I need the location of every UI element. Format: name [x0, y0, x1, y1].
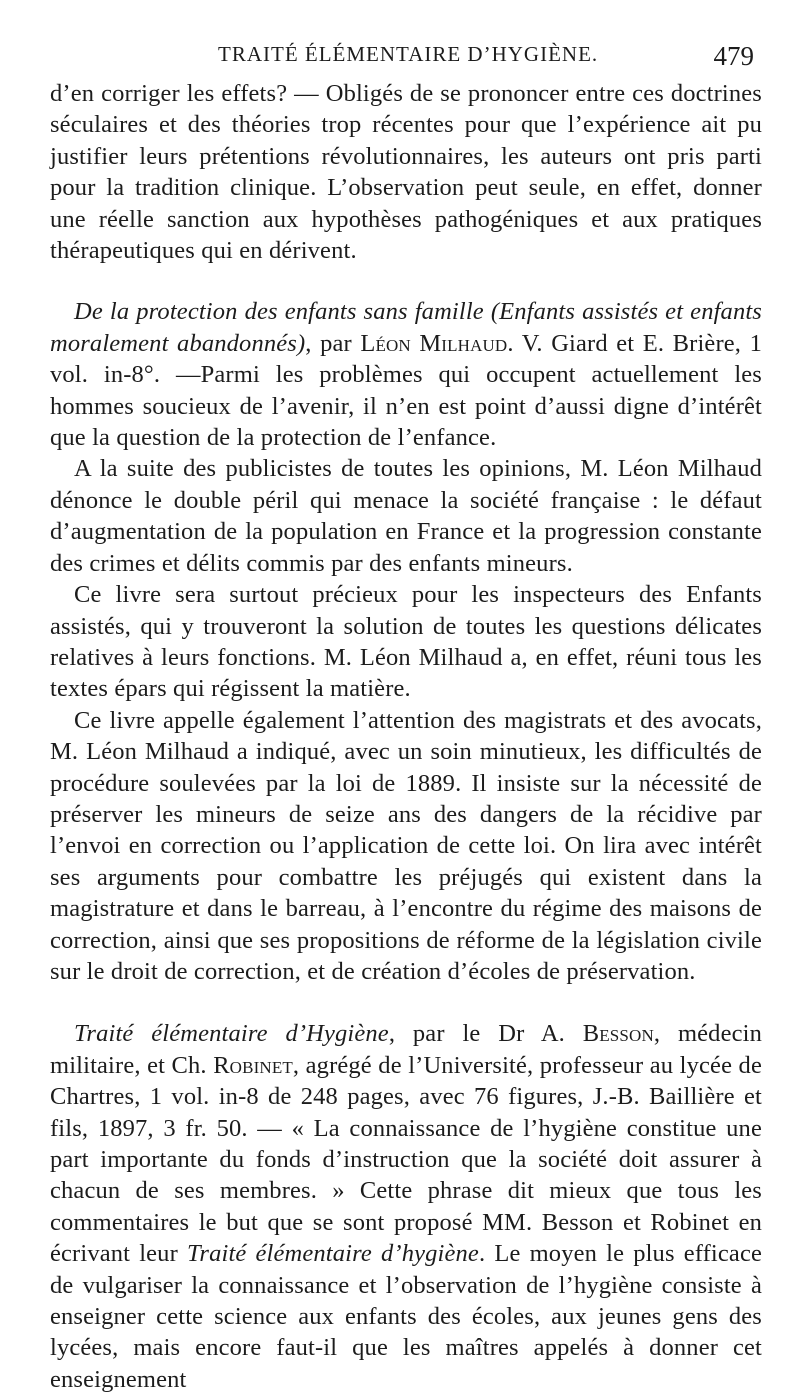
review-milhaud [50, 296, 762, 453]
text-segment: , par le Dr A. [388, 1020, 583, 1048]
review-milhaud-text: . V. Giard et E. Brière, 1 vol. in-8°. —Parmi les problèmes qui occupent actuellement les hommes soucieux de l’avenir, il n’en est point d’aussi digne d’intérêt que la question de la protection de l’enfance. [50, 329, 762, 452]
book-title-hygiene-repeat: Traité élémentaire d’hygiène [186, 1240, 479, 1268]
text-segment: , par [305, 329, 361, 357]
paragraph-milhaud-inspecteurs: Ce livre sera surtout précieux pour les inspecteurs des Enfants assistés, qui y trouveront la solution de toutes les questions délicates relatives à leurs fonctions. M. Léon Milhaud a, en effet, réuni tous les textes épars qui régissent la matière. [50, 581, 762, 703]
author-milhaud: Léon Milhaud [360, 329, 508, 357]
author-besson: Besson [582, 1020, 654, 1048]
review-besson-robinet [50, 1018, 762, 1395]
running-title: TRAITÉ ÉLÉMENTAIRE D’HYGIÈNE. [218, 42, 599, 66]
book-title-hygiene: Traité élémentaire d’Hygiène [74, 1020, 389, 1048]
review-besson-text-end: . Le moyen le plus efficace de vulgariser la connaissance et l’observation de l’hygiène consiste à enseigner cette science aux enfants des écoles, aux jeunes gens des lycées, mais encore faut-il que les maîtres appelés à donner cet enseignement [50, 1240, 762, 1393]
book-title-milhaud: De la protection des enfants sans famille (Enfants assistés et enfants moralement abandonnés) [50, 298, 762, 357]
review-besson-text: , agrégé de l’Université, professeur au lycée de Chartres, 1 vol. in-8 de 248 pages, avec 76 figures, J.-B. Baillière et fils, 1897, 3 fr. 50. — « La connaissance de l’hygiène constitue une part importante du fonds d’instruction que la société doit assurer à chacun de ses membres. » Cette phrase dit mieux que tous les commentaires le but que se sont proposé MM. Besson et Robinet en écrivant leur [50, 1051, 762, 1268]
paragraph-continuation: d’en corriger les effets? — Obligés de se prononcer entre ces doctrines séculaires et des théories trop récentes pour que l’expérience ait pu justifier leurs prétentions révolutionnaires, les auteurs ont pris parti pour la tradition clinique. L’observation peut seule, en effet, donner une réelle sanction aux hypothèses pathogéniques et aux pratiques thérapeutiques qui en dérivent. [50, 80, 762, 265]
text-segment: , médecin militaire, et Ch. [50, 1020, 762, 1079]
page-body [50, 78, 762, 1395]
paragraph-milhaud-peril: A la suite des publicistes de toutes les opinions, M. Léon Milhaud dénonce le double péril qui menace la société française : le défaut d’augmentation de la population en France et la progression constante des crimes et délits commis par des enfants mineurs. [50, 455, 762, 577]
paragraph-milhaud-magistrats: Ce livre appelle également l’attention des magistrats et des avocats, M. Léon Milhaud a indiqué, avec un soin minutieux, les difficultés de procédure soulevées par la loi de 1889. Il insiste sur la nécessité de préserver les mineurs de seize ans des dangers de la récidive par l’envoi en correction ou l’application de cette loi. On lira avec intérêt ses arguments pour combattre les préjugés qui existent dans la magistrature et dans le barreau, à l’encontre du régime des maisons de correction, ainsi que ses propositions de réforme de la législation civile sur le droit de correction, et de création d’écoles de préservation. [50, 706, 762, 985]
page-number: 479 [713, 41, 754, 71]
author-robinet: Robinet [213, 1051, 293, 1079]
running-header [0, 36, 800, 72]
